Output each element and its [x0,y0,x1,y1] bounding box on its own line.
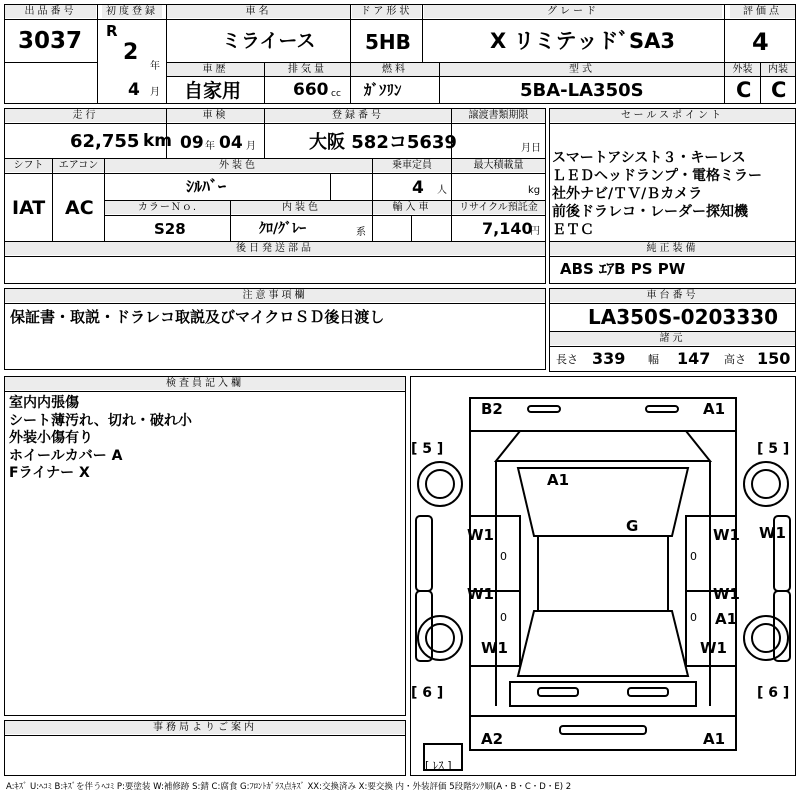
displacement-unit: cc [331,89,341,99]
capacity-unit: 人 [437,185,447,196]
displacement-value: 660 [293,80,329,100]
int-color-label: 内装色 [231,201,372,214]
inspector-note: Fライナー X [9,465,90,481]
reg-number-value: 大阪 582コ5639 [309,132,457,153]
door-handle-mark: 0 [500,550,507,563]
recycle-unit: 円 [530,226,540,237]
capacity-value: 4 [412,178,424,198]
inspection-label: 車検 [167,109,264,122]
door-value: 5HB [365,30,411,54]
tire-tread-rl: [ 6 ] [411,685,444,701]
inspector-note: 外装小傷有り [9,430,93,446]
first-reg-year-unit: 年 [150,61,160,72]
int-color-value: ｸﾛ/ｸﾞﾚｰ [259,221,307,237]
sales-points-label: セールスポイント [550,109,795,122]
first-reg-label: 初度登録 [102,5,162,18]
model-code-value: 5BA-LA350S [520,80,644,101]
mileage-label: 走行 [5,109,166,122]
capacity-label: 乗車定員 [373,159,451,172]
recycle-label: リサイクル預託金 [452,201,545,214]
tire-tread-rr: [ 6 ] [757,685,790,701]
inspection-month: 04 [219,133,243,153]
score-label: 評価点 [730,5,795,18]
chassis-value: LA350S-0203330 [588,305,779,329]
damage-label: W1 [467,585,494,603]
damage-label: A1 [703,730,726,748]
specs-length: 339 [592,349,626,368]
specs-length-label: 長さ [556,353,578,366]
ext-color-label: 外装色 [105,159,372,172]
ext-color-value: ｼﾙﾊﾞｰ [186,177,227,196]
car-name-label: 車名 [167,5,350,18]
inspector-note: ホイールカバー A [9,447,123,464]
std-equip-label: 純正装備 [550,242,795,255]
legend-text: A:ｷｽﾞ U:ﾍｺﾐ B:ｷｽﾞを伴うﾍｺﾐ P:要塗装 W:補修跡 S:錆 C:腐食 G:ﾌﾛﾝﾄｶﾞﾗｽ点ｷｽﾞ XX:交換済み X:要交換 内・外装評価 5段階ﾗﾝｸ順(A・B・C・D・E) 2 [6,782,572,792]
history-label: 車歴 [167,63,264,76]
grade-value: X リミテッドﾞSA3 [490,29,675,53]
door-label: ドア形状 [352,5,421,18]
max-load-label: 最大積載量 [452,159,545,172]
door-handle-mark: 0 [500,611,507,624]
import-label: 輸入車 [373,201,451,214]
transfer-doc-unit: 月日 [521,143,541,154]
sales-point-item: 前後ドラレコ・レーダー探知機 [552,204,748,220]
notes-label: 注意事項欄 [5,289,545,302]
damage-label: W1 [713,585,740,603]
damage-label: W1 [700,639,727,657]
damage-label: W1 [467,526,494,544]
ac-value: AC [65,197,94,219]
std-equip-value: ABS ｴｱB PS PW [560,260,686,278]
lot-label: 出品番号 [5,5,96,18]
damage-label: B2 [481,400,503,418]
damage-label: A1 [703,400,726,418]
damage-label: W1 [713,526,740,544]
car-name-value: ミライース [222,30,316,52]
score-ext-value: C [736,78,752,102]
first-reg-month: 4 [128,80,140,100]
damage-label: A2 [481,730,504,748]
tire-tread-fl: [ 5 ] [411,441,444,457]
tire-tread-fr: [ 5 ] [757,441,790,457]
inspector-note: シート薄汚れ、切れ・破れ小 [9,412,192,429]
int-color-unit: 系 [356,227,366,238]
inspection-year-unit: 年 [205,141,215,152]
damage-label: A1 [547,471,570,489]
mileage-value: 62,755 [70,131,140,152]
notes-value: 保証書・取説・ドラレコ取説及びマイクロＳＤ後日渡し [10,308,385,326]
sales-points-list [552,149,762,239]
reg-number-label: 登録番号 [265,109,451,122]
chassis-label: 車台番号 [550,289,795,302]
inspection-month-unit: 月 [246,141,256,152]
history-value: 自家用 [184,80,242,102]
office-label: 事務局よりご案内 [5,721,405,734]
fuel-value: ｶﾞｿﾘﾝ [364,81,402,99]
score-value: 4 [752,28,769,56]
grade-label: グレード [424,5,722,18]
first-reg-era: R [106,22,118,40]
specs-width: 147 [677,349,711,368]
model-code-label: 型式 [440,63,724,76]
damage-label: W1 [481,639,508,657]
car-body-diagram [410,376,796,776]
score-int-value: C [771,78,787,102]
inspector-note: 室内内張傷 [9,395,79,411]
spare-tire-label: [ ﾚｽ ] [425,759,452,772]
door-handle-mark: 0 [690,611,697,624]
transfer-doc-label: 譲渡書類期限 [452,109,545,122]
inspection-year: 09 [180,133,204,153]
max-load-unit: kg [528,185,541,196]
shift-value: IAT [12,197,46,219]
displacement-label: 排気量 [265,63,350,76]
color-no-label: カラーＮｏ. [105,201,230,214]
damage-label: A1 [715,610,738,628]
lot-number: 3037 [18,28,83,54]
ac-label: エアコン [53,159,104,172]
later-parts-label: 後日発送部品 [5,242,545,255]
inspector-list [9,395,192,483]
specs-width-label: 幅 [648,353,659,366]
door-handle-mark: 0 [690,550,697,563]
shift-label: シフト [5,159,52,172]
sales-point-item: 社外ナビ/ＴＶ/Ｂカメラ [552,186,703,202]
color-no-value: S28 [154,220,186,238]
first-reg-year: 2 [123,40,139,65]
recycle-value: 7,140 [482,219,533,238]
damage-label: W1 [759,524,786,542]
sales-point-item: ＥＴＣ [552,222,594,238]
score-ext-label: 外装 [725,63,760,76]
score-int-label: 内装 [761,63,795,76]
inspector-label: 検査員記入欄 [5,377,405,390]
damage-label: G [626,517,639,535]
fuel-label: 燃料 [351,63,439,76]
specs-label: 諸元 [550,332,795,345]
sales-point-item: スマートアシスト３・キーレス [552,150,746,166]
specs-height-label: 高さ [724,353,746,366]
sales-point-item: ＬＥＤヘッドランプ・電格ミラー [552,168,762,184]
specs-height: 150 [757,349,791,368]
first-reg-month-unit: 月 [150,87,160,98]
mileage-unit: km [143,131,173,151]
